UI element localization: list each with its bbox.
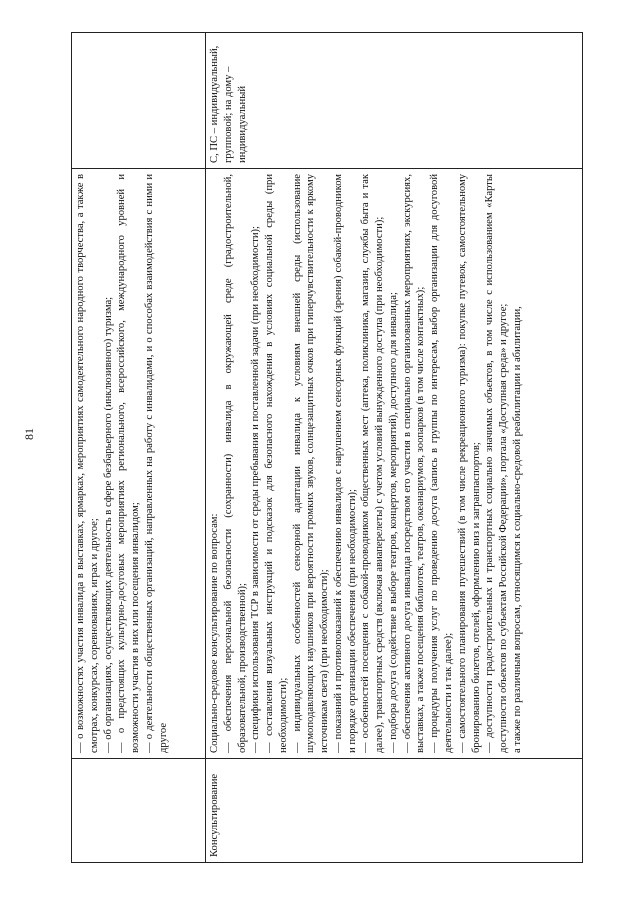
content-line: — о предстоящих культурно-досуговых мероприятиях регионального, всероссийского, международного уровней и возможности участия в них или посещения инвалидом; bbox=[116, 174, 142, 753]
service-form-cell bbox=[206, 33, 583, 169]
page-number: 81 bbox=[22, 428, 36, 440]
content-line: а также по различным вопросам, относящимся к социально-средовой реабилитации и абилитации, bbox=[511, 306, 523, 753]
content-line: — процедуры получения услуг по проведению досуга (запись в группы по интересам, выбор организации для досуговой деятельности и так далее); bbox=[429, 174, 455, 753]
content-line: — составления визуальных инструкций и подсказок для безопасного нахождения в условиях социальной среды (при необходимости); bbox=[264, 174, 289, 753]
content-line: — обеспечения персональной безопасности (сохранности) инвалида в окружающей среде (градостроительной, образовательной, производственной); bbox=[222, 174, 248, 753]
content-line: — об организациях, осуществляющих деятельность в сфере безбарьерного (инклюзивного) туризма; bbox=[102, 296, 114, 753]
content-line: — специфики использования ТСР в зависимости от среды пребывания и поставленной задачи (при необходимости); bbox=[250, 226, 262, 753]
service-name-cell bbox=[206, 759, 583, 863]
content-line: — индивидуальных особенностей сенсорной адаптации инвалида к условиям внешней среды (использование шумоподавляющих наушников при вероятности громких звуков, солнцезащитных очков при гиперчувствительности к яркому источникам света) (при необходимости); bbox=[291, 174, 331, 753]
content-line: — подбора досуга (содействие в выборе театров, концертов, мероприятий), доступного для инвалида; bbox=[387, 292, 399, 753]
service-form: С, ПС – индивидуальный, групповой; на дому – индивидуальный bbox=[209, 45, 248, 163]
content-line: — о деятельности общественных организаций, направленных на работу с инвалидами, и о способах взаимодействия с ними и другое bbox=[143, 174, 169, 753]
rotated-page bbox=[71, 33, 583, 863]
service-name-cell bbox=[72, 759, 206, 863]
content-line: — показаний и противопоказаний к обеспечению инвалидов с нарушением сенсорных функций (зрения) собакой-проводником и порядке организации обеспечения (при необходимости); bbox=[332, 174, 358, 753]
service-name: Консультирование bbox=[209, 773, 220, 857]
content-line: — доступности градостроительных и транспортных социально значимых объектов, в том числе с использованием «Карты доступности объектов по субъектам Российской Федерации», портала «Доступная среда» и другое; bbox=[484, 174, 510, 753]
services-table bbox=[71, 32, 583, 863]
content-line: — о возможностях участия инвалида в выставках, ярмарках, мероприятиях самодеятельного народного творчества, а также в смотрах, конкурсах, соревнованиях, играх и другое; bbox=[75, 174, 100, 753]
table-row bbox=[206, 33, 583, 863]
service-content-cell bbox=[72, 169, 206, 759]
content-line: Социально-средовое консультирование по вопросам: bbox=[209, 513, 220, 753]
content-line: — самостоятельного планирования путешествий (в том числе рекреационного туризма): покупке путевок, самостоятельному бронированию билетов, отелей, оформлению виз и загранпаспортов; bbox=[456, 174, 482, 753]
table-row bbox=[72, 33, 206, 863]
service-form-cell bbox=[72, 33, 206, 169]
content-line: — особенностей посещения с собакой-проводником общественных мест (аптека, поликлиника, магазин, службы быта и так далее), транспортных средств (включая авиаперелеты) с учетом условий вынужденного доступа (при необходимости); bbox=[360, 174, 386, 753]
service-content-cell bbox=[206, 169, 583, 759]
content-line: — обеспечения активного досуга инвалида посредством его участия в специально организованных мероприятиях, экскурсиях, выставках, а также посещения библиотек, театров, океанариумов, зоопарков (в том числе контактных); bbox=[401, 174, 427, 753]
